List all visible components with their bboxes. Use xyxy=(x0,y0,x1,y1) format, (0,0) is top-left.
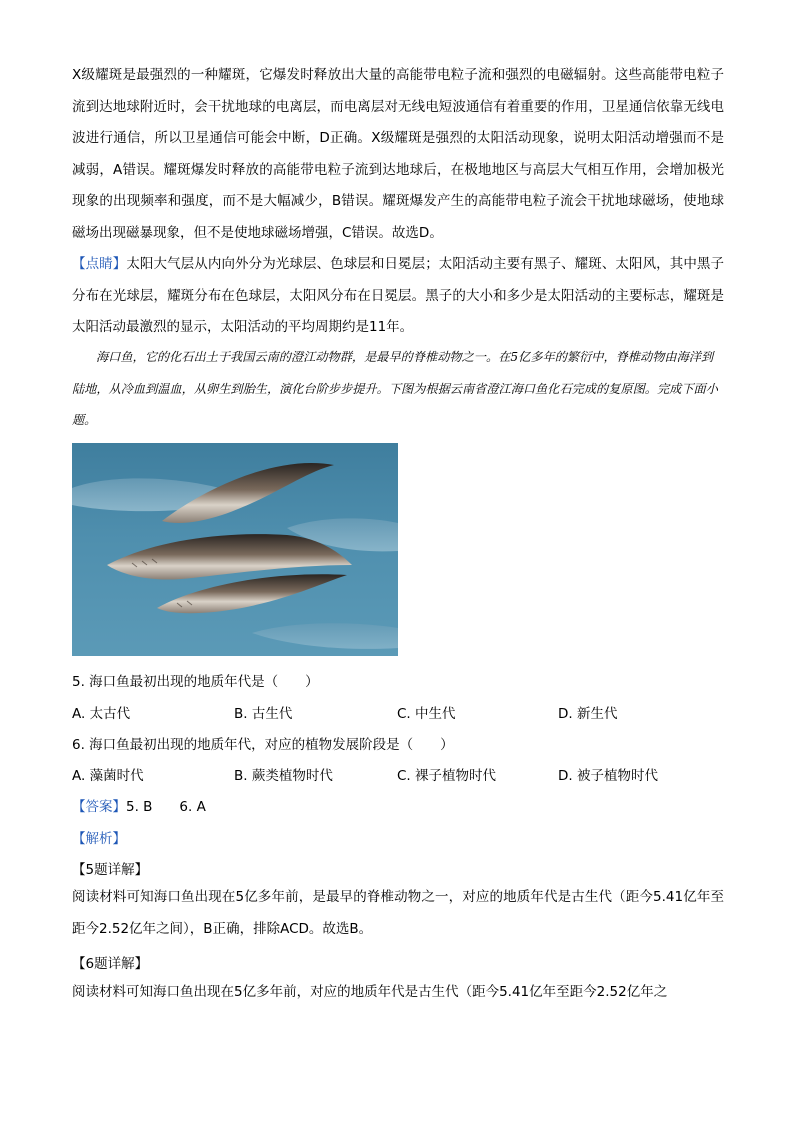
question-6-option-c: C. 裸子植物时代 xyxy=(397,768,497,784)
answer-text: 5. B 6. A xyxy=(126,799,206,815)
detail-5-label: 【5题详解】 xyxy=(72,862,149,878)
answer-line xyxy=(72,795,206,815)
question-5-option-c: C. 中生代 xyxy=(397,706,456,722)
detail-5-text: 阅读材料可知海口鱼出现在5亿多年前，是最早的脊椎动物之一，对应的地质年代是古生代（距今5.41亿年至距今2.52亿年之间），B正确，排除ACD。故选B。 xyxy=(72,889,724,937)
question-6-option-a: A. 藻菌时代 xyxy=(72,768,144,784)
explanation-paragraph: X级耀斑是最强烈的一种耀斑，它爆发时释放出大量的高能带电粒子流和强烈的电磁辐射。这些高能带电粒子流到达地球附近时，会干扰地球的电离层，而电离层对无线电短波通信有着重要的作用，卫星通信依靠无线电波进行通信，所以卫星通信可能会中断，D正确。X级耀斑是强烈的太阳活动现象，说明太阳活动增强而不是减弱，A错误。耀斑爆发时释放的高能带电粒子流到达地球后，在极地地区与高层大气相互作用，会增加极光现象的出现频率和强度，而不是大幅减少，B错误。耀斑爆发产生的高能带电粒子流会干扰地球磁场，使地球磁场出现磁暴现象，但不是使地球磁场增强，C错误。故选D。 xyxy=(72,67,724,241)
key-point-text: 太阳大气层从内向外分为光球层、色球层和日冕层；太阳活动主要有黑子、耀斑、太阳风，其中黑子分布在光球层，耀斑分布在色球层，太阳风分布在日冕层。黑子的大小和多少是太阳活动的主要标志，耀斑是太阳活动最激烈的显示，太阳活动的平均周期约是11年。 xyxy=(72,256,725,335)
question-5-option-b: B. 古生代 xyxy=(234,706,293,722)
answer-label: 【答案】 xyxy=(72,799,126,815)
analysis-label: 【解析】 xyxy=(72,831,126,847)
question-5-stem: 5. 海口鱼最初出现的地质年代是（ ） xyxy=(72,674,319,690)
question-6-stem: 6. 海口鱼最初出现的地质年代，对应的植物发展阶段是（ ） xyxy=(72,737,454,753)
haikou-fish-reconstruction-image xyxy=(72,443,398,656)
detail-6-text: 阅读材料可知海口鱼出现在5亿多年前，对应的地质年代是古生代（距今5.41亿年至距今2.52亿年之 xyxy=(72,984,668,1000)
key-point-label: 【点睛】 xyxy=(72,256,127,272)
key-point-paragraph xyxy=(72,249,724,344)
question-5-option-a: A. 太古代 xyxy=(72,706,131,722)
material-paragraph: 海口鱼，它的化石出土于我国云南的澄江动物群，是最早的脊椎动物之一。在5亿多年的繁衍中，脊椎动物由海洋到陆地，从冷血到温血，从卵生到胎生，演化台阶步步提升。下图为根据云南省澄江海口鱼化石完成的复原图。完成下面小题。 xyxy=(72,350,718,427)
question-6-option-d: D. 被子植物时代 xyxy=(558,768,658,784)
question-5-option-d: D. 新生代 xyxy=(558,706,618,722)
detail-6-label: 【6题详解】 xyxy=(72,956,149,972)
fish-illustration xyxy=(72,443,398,656)
question-6-option-b: B. 蕨类植物时代 xyxy=(234,768,333,784)
